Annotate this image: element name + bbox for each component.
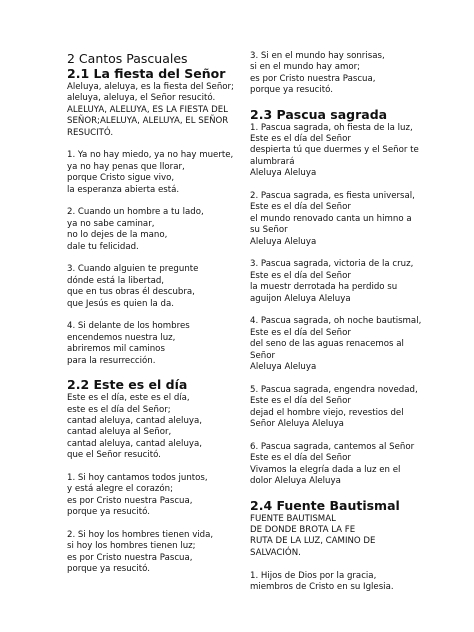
paragraph: Aleluya, aleluya, es la fiesta del Señor; aleluya, aleluya, el Señor resucitó. ALELUYA, ALELUYA, ES LA FIESTA DEL SEÑOR;ALELUYA, ALELUYA, EL SEÑOR RESUCITÓ. [67, 82, 234, 138]
left-column [67, 51, 237, 576]
section-heading-fiesta-del-senor: 2.1 La fiesta del Señor [67, 66, 226, 81]
paragraph: 4. Si delante de los hombres encendemos nuestra luz, abriremos mil caminos para la resurrección. [67, 321, 190, 366]
paragraph: 2. Pascua sagrada, es fiesta universal, Este es el día del Señor el mundo renovado canta un himno a su Señor Aleluya Aleluya [250, 191, 415, 247]
paragraph: 3. Si en el mundo hay sonrisas, si en el mundo hay amor; es por Cristo nuestra Pascua, porque ya resucitó. [250, 51, 385, 96]
section-heading-fuente-bautismal: 2.4 Fuente Bautismal [250, 497, 400, 513]
paragraph: 6. Pascua sagrada, cantemos al Señor Este es el día del Señor Vivamos la elegría dada a luz en el dolor Aleluya Aleluya [250, 441, 415, 487]
paragraph: 1. Pascua sagrada, oh fiesta de la luz, Este es el día del Señor despierta tú que duermes y el Señor te alumbrará Aleluya Aleluya [250, 122, 419, 179]
document-title: 2 Cantos Pascuales [67, 51, 188, 66]
paragraph: 4. Pascua sagrada, oh noche bautismal, Este es el día del Señor del seno de las aguas renacemos al Señor Aleluya Aleluya [250, 316, 422, 373]
paragraph: 5. Pascua sagrada, engendra novedad, Este es el día del Señor dejad el hombre viejo, revestios del Señor Aleluya Aleluya [250, 384, 418, 430]
paragraph: 3. Pascua sagrada, victoria de la cruz, Este es el día del Señor la muestr derrotada ha perdido su aguijon Aleluya Aleluya [250, 259, 414, 304]
paragraph: 3. Cuando alguien te pregunte dónde está la libertad, que en tus obras él descubra, que Jesús es quien la da. [67, 264, 199, 309]
right-column [250, 51, 450, 593]
paragraph: 1. Ya no hay miedo, ya no hay muerte, ya no hay penas que llorar, porque Cristo sigue vivo, la esperanza abierta está. [67, 150, 234, 195]
paragraph: Este es el día, este es el día, este es el día del Señor; cantad aleluya, cantad aleluya, cantad aleluya al Señor, cantad aleluya, cantad aleluya, que el Señor resucitó. [67, 393, 202, 461]
section-heading-pascua-sagrada: 2.3 Pascua sagrada [250, 106, 388, 122]
section-heading-este-es-el-dia: 2.2 Este es el día [67, 377, 188, 393]
paragraph: 2. Si hoy los hombres tienen vida, si hoy los hombres tienen luz; es por Cristo nuestra Pascua, porque ya resucitó. [67, 529, 214, 575]
paragraph: 1. Si hoy cantamos todos juntos, y está alegre el corazón; es por Cristo nuestra Pascua, porque ya resucitó. [67, 472, 208, 518]
paragraph: 2. Cuando un hombre a tu lado, ya no sabe caminar, no lo dejes de la mano, dale tu felicidad. [67, 207, 204, 252]
paragraph: 1. Hijos de Dios por la gracia, miembros de Cristo en su Iglesia. [250, 570, 394, 592]
paragraph: FUENTE BAUTISMAL DE DONDE BROTA LA FE RUTA DE LA LUZ, CAMINO DE SALVACIÓN. [250, 513, 376, 558]
